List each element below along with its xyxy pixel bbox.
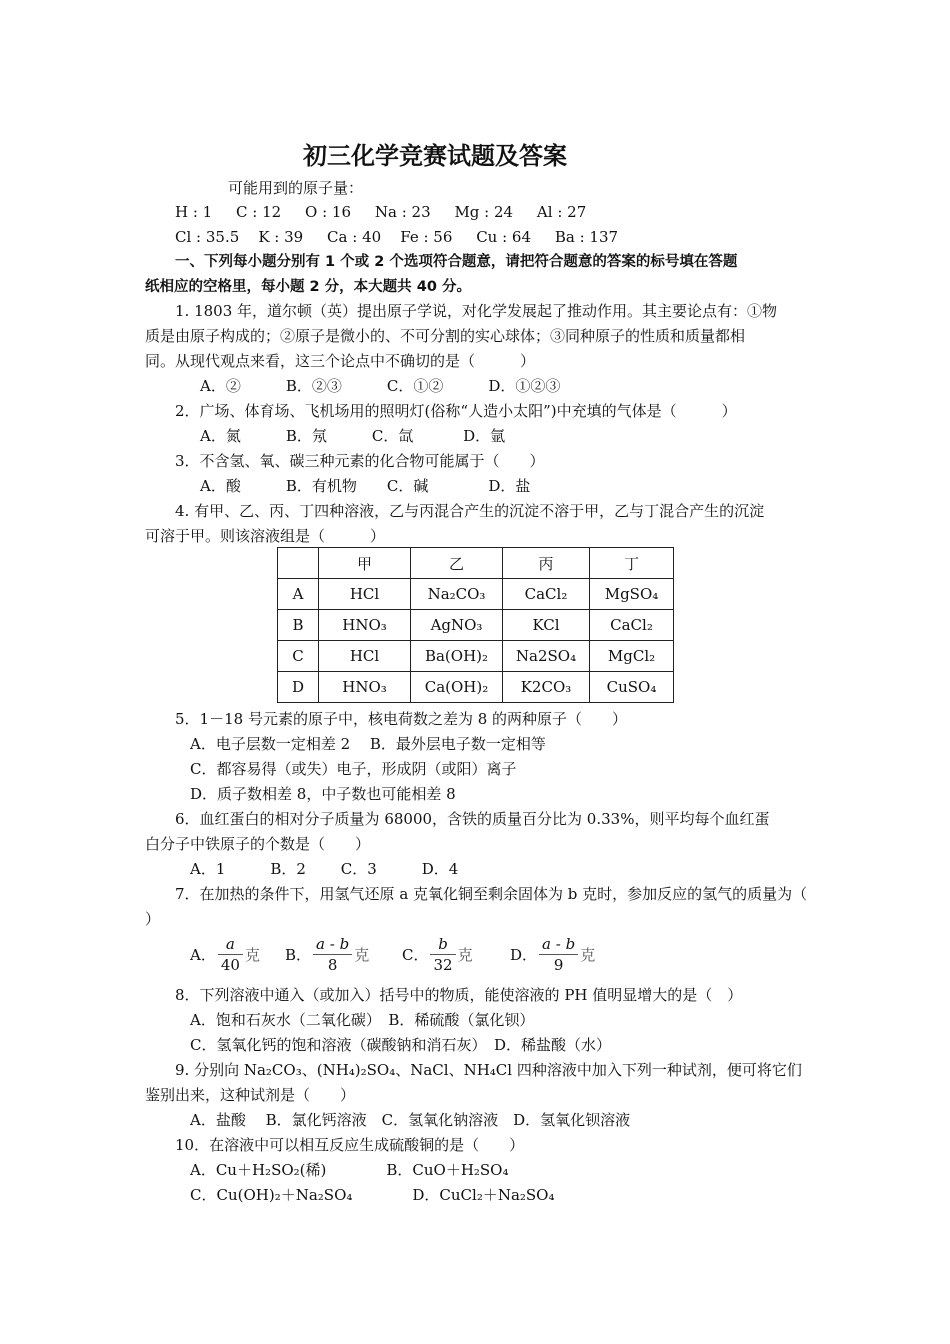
option-label: D． xyxy=(510,946,538,964)
atomic-mass-label: 可能用到的原子量： xyxy=(228,179,364,197)
table-cell: HCl xyxy=(319,579,411,610)
table-cell: MgCl₂ xyxy=(590,641,674,672)
question-9-options: A．盐酸 B．氯化钙溶液 C．氢氧化钠溶液 D．氢氧化钡溶液 xyxy=(190,1111,631,1129)
question-1-options: A．② B．②③ C．①② D．①②③ xyxy=(200,377,561,395)
option-unit: 克 xyxy=(457,946,473,964)
fraction xyxy=(218,934,243,975)
section-1-instruction-line-2: 纸相应的空格里，每小题 2 分，本大题共 40 分。 xyxy=(145,279,471,295)
table-cell: B xyxy=(278,610,319,641)
table-cell: Na₂CO₃ xyxy=(411,579,503,610)
question-7-option-b xyxy=(285,934,369,975)
fraction-numerator: a - b xyxy=(539,934,578,955)
question-5-line-1: 5．1－18 号元素的原子中，核电荷数之差为 8 的两种原子（ ） xyxy=(175,710,628,728)
question-5-option-ab: A．电子层数一定相差 2 B．最外层电子数一定相等 xyxy=(190,735,546,753)
table-cell: HNO₃ xyxy=(319,610,411,641)
page-title: 初三化学竞赛试题及答案 xyxy=(303,142,567,170)
question-7-option-a xyxy=(190,934,260,975)
fraction-numerator: b xyxy=(430,934,455,955)
fraction-denominator: 9 xyxy=(553,956,564,974)
question-1-line-3: 同。从现代观点来看，这三个论点中不确切的是（ ） xyxy=(145,352,536,370)
table-header-cell xyxy=(278,548,319,579)
fraction xyxy=(430,934,455,975)
fraction-numerator: a xyxy=(218,934,243,955)
table-header-row xyxy=(278,548,674,579)
table-header-cell: 甲 xyxy=(319,548,411,579)
table-cell: Ba(OH)₂ xyxy=(411,641,503,672)
question-3-options: A．酸 B．有机物 C．碱 D．盐 xyxy=(200,477,531,495)
question-1-line-2: 质是由原子构成的；②原子是微小的、不可分割的实心球体；③同种原子的性质和质量都相 xyxy=(145,327,746,345)
fraction-denominator: 8 xyxy=(327,956,338,974)
question-9-line-1: 9. 分别向 Na₂CO₃、(NH₄)₂SO₄、NaCl、NH₄Cl 四种溶液中加入下列一种试剂，便可将它们 xyxy=(175,1061,802,1079)
question-2-line-1: 2．广场、体育场、飞机场用的照明灯(俗称“人造小太阳”)中充填的气体是（ ） xyxy=(175,402,737,420)
table-cell: HCl xyxy=(319,641,411,672)
option-label: C． xyxy=(402,946,429,964)
atomic-mass-line-2: Cl : 35.5 K : 39 Ca : 40 Fe : 56 Cu : 64 Ba : 137 xyxy=(175,228,619,246)
question-7-line-2: ） xyxy=(145,910,161,928)
question-7-line-1: 7．在加热的条件下，用氢气还原 a 克氧化铜至剩余固体为 b 克时，参加反应的氢气的质量为（ xyxy=(175,885,808,903)
table-cell: CuSO₄ xyxy=(590,672,674,703)
table-header-cell: 丙 xyxy=(503,548,590,579)
atomic-mass-line-1: H : 1 C : 12 O : 16 Na : 23 Mg : 24 Al : 27 xyxy=(175,203,587,221)
table-cell: Na2SO₄ xyxy=(503,641,590,672)
fraction-numerator: a - b xyxy=(313,934,352,955)
fraction-denominator: 32 xyxy=(433,956,453,974)
question-10-option-cd: C．Cu(OH)₂＋Na₂SO₄ D．CuCl₂＋Na₂SO₄ xyxy=(190,1186,555,1204)
table-cell: C xyxy=(278,641,319,672)
option-unit: 克 xyxy=(580,946,596,964)
question-4-line-2: 可溶于甲。则该溶液组是（ ） xyxy=(145,527,386,545)
question-7-option-c xyxy=(402,934,473,975)
question-6-line-1: 6．血红蛋白的相对分子质量为 68000，含铁的质量百分比为 0.33%，则平均每个血红蛋 xyxy=(175,810,770,828)
table-cell: AgNO₃ xyxy=(411,610,503,641)
question-10-line-1: 10．在溶液中可以相互反应生成硫酸铜的是（ ） xyxy=(175,1136,525,1154)
option-unit: 克 xyxy=(354,946,370,964)
question-5-option-c: C．都容易得（或失）电子，形成阴（或阳）离子 xyxy=(190,760,517,778)
option-label: B． xyxy=(285,946,312,964)
fraction xyxy=(313,934,352,975)
question-9-line-2: 鉴别出来，这种试剂是（ ） xyxy=(145,1086,356,1104)
option-label: A． xyxy=(190,946,216,964)
question-6-line-2: 白分子中铁原子的个数是（ ） xyxy=(145,835,371,853)
question-2-options: A．氮 B．氖 C．氙 D．氩 xyxy=(200,427,506,445)
question-3-line-1: 3．不含氢、氧、碳三种元素的化合物可能属于（ ） xyxy=(175,452,545,470)
table-row xyxy=(278,672,674,703)
table-row xyxy=(278,610,674,641)
table-cell: KCl xyxy=(503,610,590,641)
question-1-line-1: 1. 1803 年，道尔顿（英）提出原子学说，对化学发展起了推动作用。其主要论点有：①物 xyxy=(175,302,778,320)
section-1-instruction-line-1: 一、下列每小题分别有 1 个或 2 个选项符合题意，请把符合题意的答案的标号填在答题 xyxy=(175,254,738,270)
table-cell: K2CO₃ xyxy=(503,672,590,703)
question-6-options: A．1 B．2 C．3 D．4 xyxy=(190,860,459,878)
question-7-option-d xyxy=(510,934,595,975)
table-header-cell: 乙 xyxy=(411,548,503,579)
table-cell: D xyxy=(278,672,319,703)
table-header-cell: 丁 xyxy=(590,548,674,579)
question-10-option-ab: A．Cu＋H₂SO₂(稀) B．CuO＋H₂SO₄ xyxy=(190,1161,509,1179)
table-cell: CaCl₂ xyxy=(590,610,674,641)
table-row xyxy=(278,641,674,672)
question-8-option-cd: C．氢氧化钙的饱和溶液（碳酸钠和消石灰） D．稀盐酸（水） xyxy=(190,1036,612,1054)
table-cell: Ca(OH)₂ xyxy=(411,672,503,703)
table-cell: HNO₃ xyxy=(319,672,411,703)
fraction xyxy=(539,934,578,975)
question-8-line-1: 8．下列溶液中通入（或加入）括号中的物质，能使溶液的 PH 值明显增大的是（ ） xyxy=(175,986,743,1004)
question-4-line-1: 4. 有甲、乙、丙、丁四种溶液，乙与丙混合产生的沉淀不溶于甲，乙与丁混合产生的沉淀 xyxy=(175,502,765,520)
question-5-option-d: D．质子数相差 8，中子数也可能相差 8 xyxy=(190,785,456,803)
table-row xyxy=(278,579,674,610)
question-8-option-ab: A．饱和石灰水（二氧化碳） B．稀硫酸（氯化钡） xyxy=(190,1011,535,1029)
table-cell: MgSO₄ xyxy=(590,579,674,610)
option-unit: 克 xyxy=(244,946,260,964)
fraction-denominator: 40 xyxy=(220,956,240,974)
table-cell: CaCl₂ xyxy=(503,579,590,610)
table-cell: A xyxy=(278,579,319,610)
question-4-table xyxy=(277,547,674,703)
